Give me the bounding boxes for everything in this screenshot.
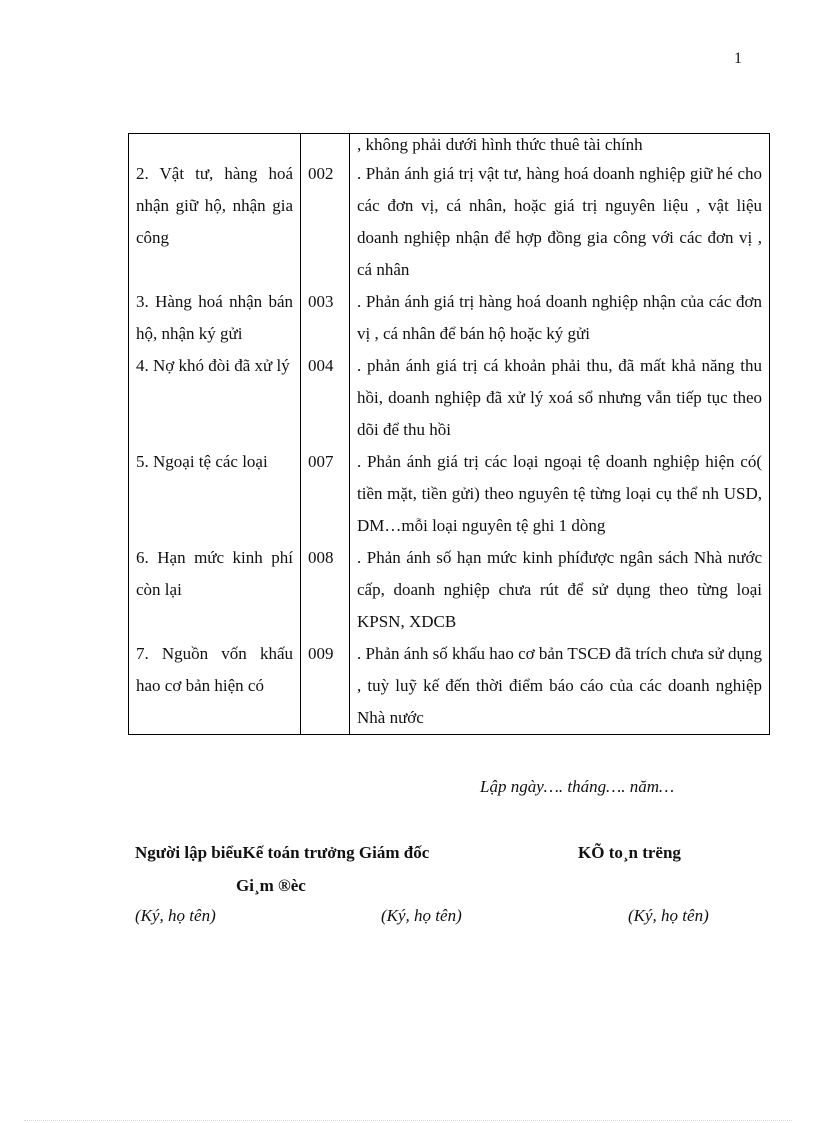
account-code-cell: 007 bbox=[301, 446, 350, 542]
table-row bbox=[129, 638, 770, 735]
signers-heading: Người lập biểuKế toán trưởng Giám đốc bbox=[135, 843, 430, 862]
sign-note-preparer: (Ký, họ tên) bbox=[135, 906, 216, 925]
account-code-cell bbox=[301, 134, 350, 159]
director-heading: Gi¸m ®èc bbox=[236, 876, 306, 895]
account-code-cell: 002 bbox=[301, 158, 350, 286]
table-row bbox=[129, 286, 770, 350]
account-description-cell: . Phản ánh giá trị hàng hoá doanh nghiệp nhận của các đơn vị , cá nhân để bán hộ hoặc ký gửi bbox=[350, 286, 770, 350]
account-description-cell: . Phản ánh giá trị vật tư, hàng hoá doanh nghiệp giữ hé cho các đơn vị, cá nhân, hoặc giá trị nguyên liệu , vật liệu doanh nghiệp nhận để hợp đồng gia công với các đơn vị , cá nhân bbox=[350, 158, 770, 286]
account-name-cell: 4. Nợ khó đòi đã xử lý bbox=[129, 350, 301, 446]
table-row bbox=[129, 446, 770, 542]
page-bottom-rule bbox=[24, 1120, 792, 1121]
account-name-cell: 6. Hạn mức kinh phí còn lại bbox=[129, 542, 301, 638]
account-name-cell bbox=[129, 134, 301, 159]
account-description-cell: , không phải dưới hình thức thuê tài chính bbox=[350, 134, 770, 159]
account-name-cell: 5. Ngoại tệ các loại bbox=[129, 446, 301, 542]
account-code-cell: 009 bbox=[301, 638, 350, 735]
account-description-cell: . Phản ánh giá trị các loại ngoại tệ doanh nghiệp hiện có( tiền mặt, tiền gửi) theo nguyên tệ từng loại cụ thể nh USD, DM…mỗi loại nguyên tệ ghi 1 dòng bbox=[350, 446, 770, 542]
chief-accountant-heading: KÕ to¸n trëng bbox=[578, 843, 681, 862]
account-code-cell: 004 bbox=[301, 350, 350, 446]
sign-note-accountant: (Ký, họ tên) bbox=[381, 906, 462, 925]
table-row bbox=[129, 350, 770, 446]
account-code-cell: 008 bbox=[301, 542, 350, 638]
sign-note-director: (Ký, họ tên) bbox=[628, 906, 709, 925]
account-description-cell: . Phản ánh số hạn mức kinh phíđược ngân sách Nhà nước cấp, doanh nghiệp chưa rút để sử dụng theo từng loại KPSN, XDCB bbox=[350, 542, 770, 638]
account-description-cell: . phản ánh giá trị cá khoản phải thu, đã mất khả năng thu hồi, doanh nghiệp đã xử lý xoá sổ nhưng vẫn tiếp tục theo dõi để thu hồi bbox=[350, 350, 770, 446]
account-name-cell: 7. Nguồn vốn khấu hao cơ bản hiện có bbox=[129, 638, 301, 735]
off-balance-accounts-table bbox=[128, 133, 770, 735]
account-name-cell: 2. Vật tư, hàng hoá nhận giữ hộ, nhận gia công bbox=[129, 158, 301, 286]
table-row bbox=[129, 134, 770, 159]
account-description-cell: . Phản ánh số khấu hao cơ bản TSCĐ đã trích chưa sử dụng , tuỳ luỹ kế đến thời điểm báo cáo của các doanh nghiệp Nhà nước bbox=[350, 638, 770, 735]
account-code-cell: 003 bbox=[301, 286, 350, 350]
table-row bbox=[129, 158, 770, 286]
account-name-cell: 3. Hàng hoá nhận bán hộ, nhận ký gửi bbox=[129, 286, 301, 350]
table-row bbox=[129, 542, 770, 638]
page-number: 1 bbox=[734, 50, 742, 67]
report-date-line: Lập ngày…. tháng…. năm… bbox=[480, 777, 675, 796]
